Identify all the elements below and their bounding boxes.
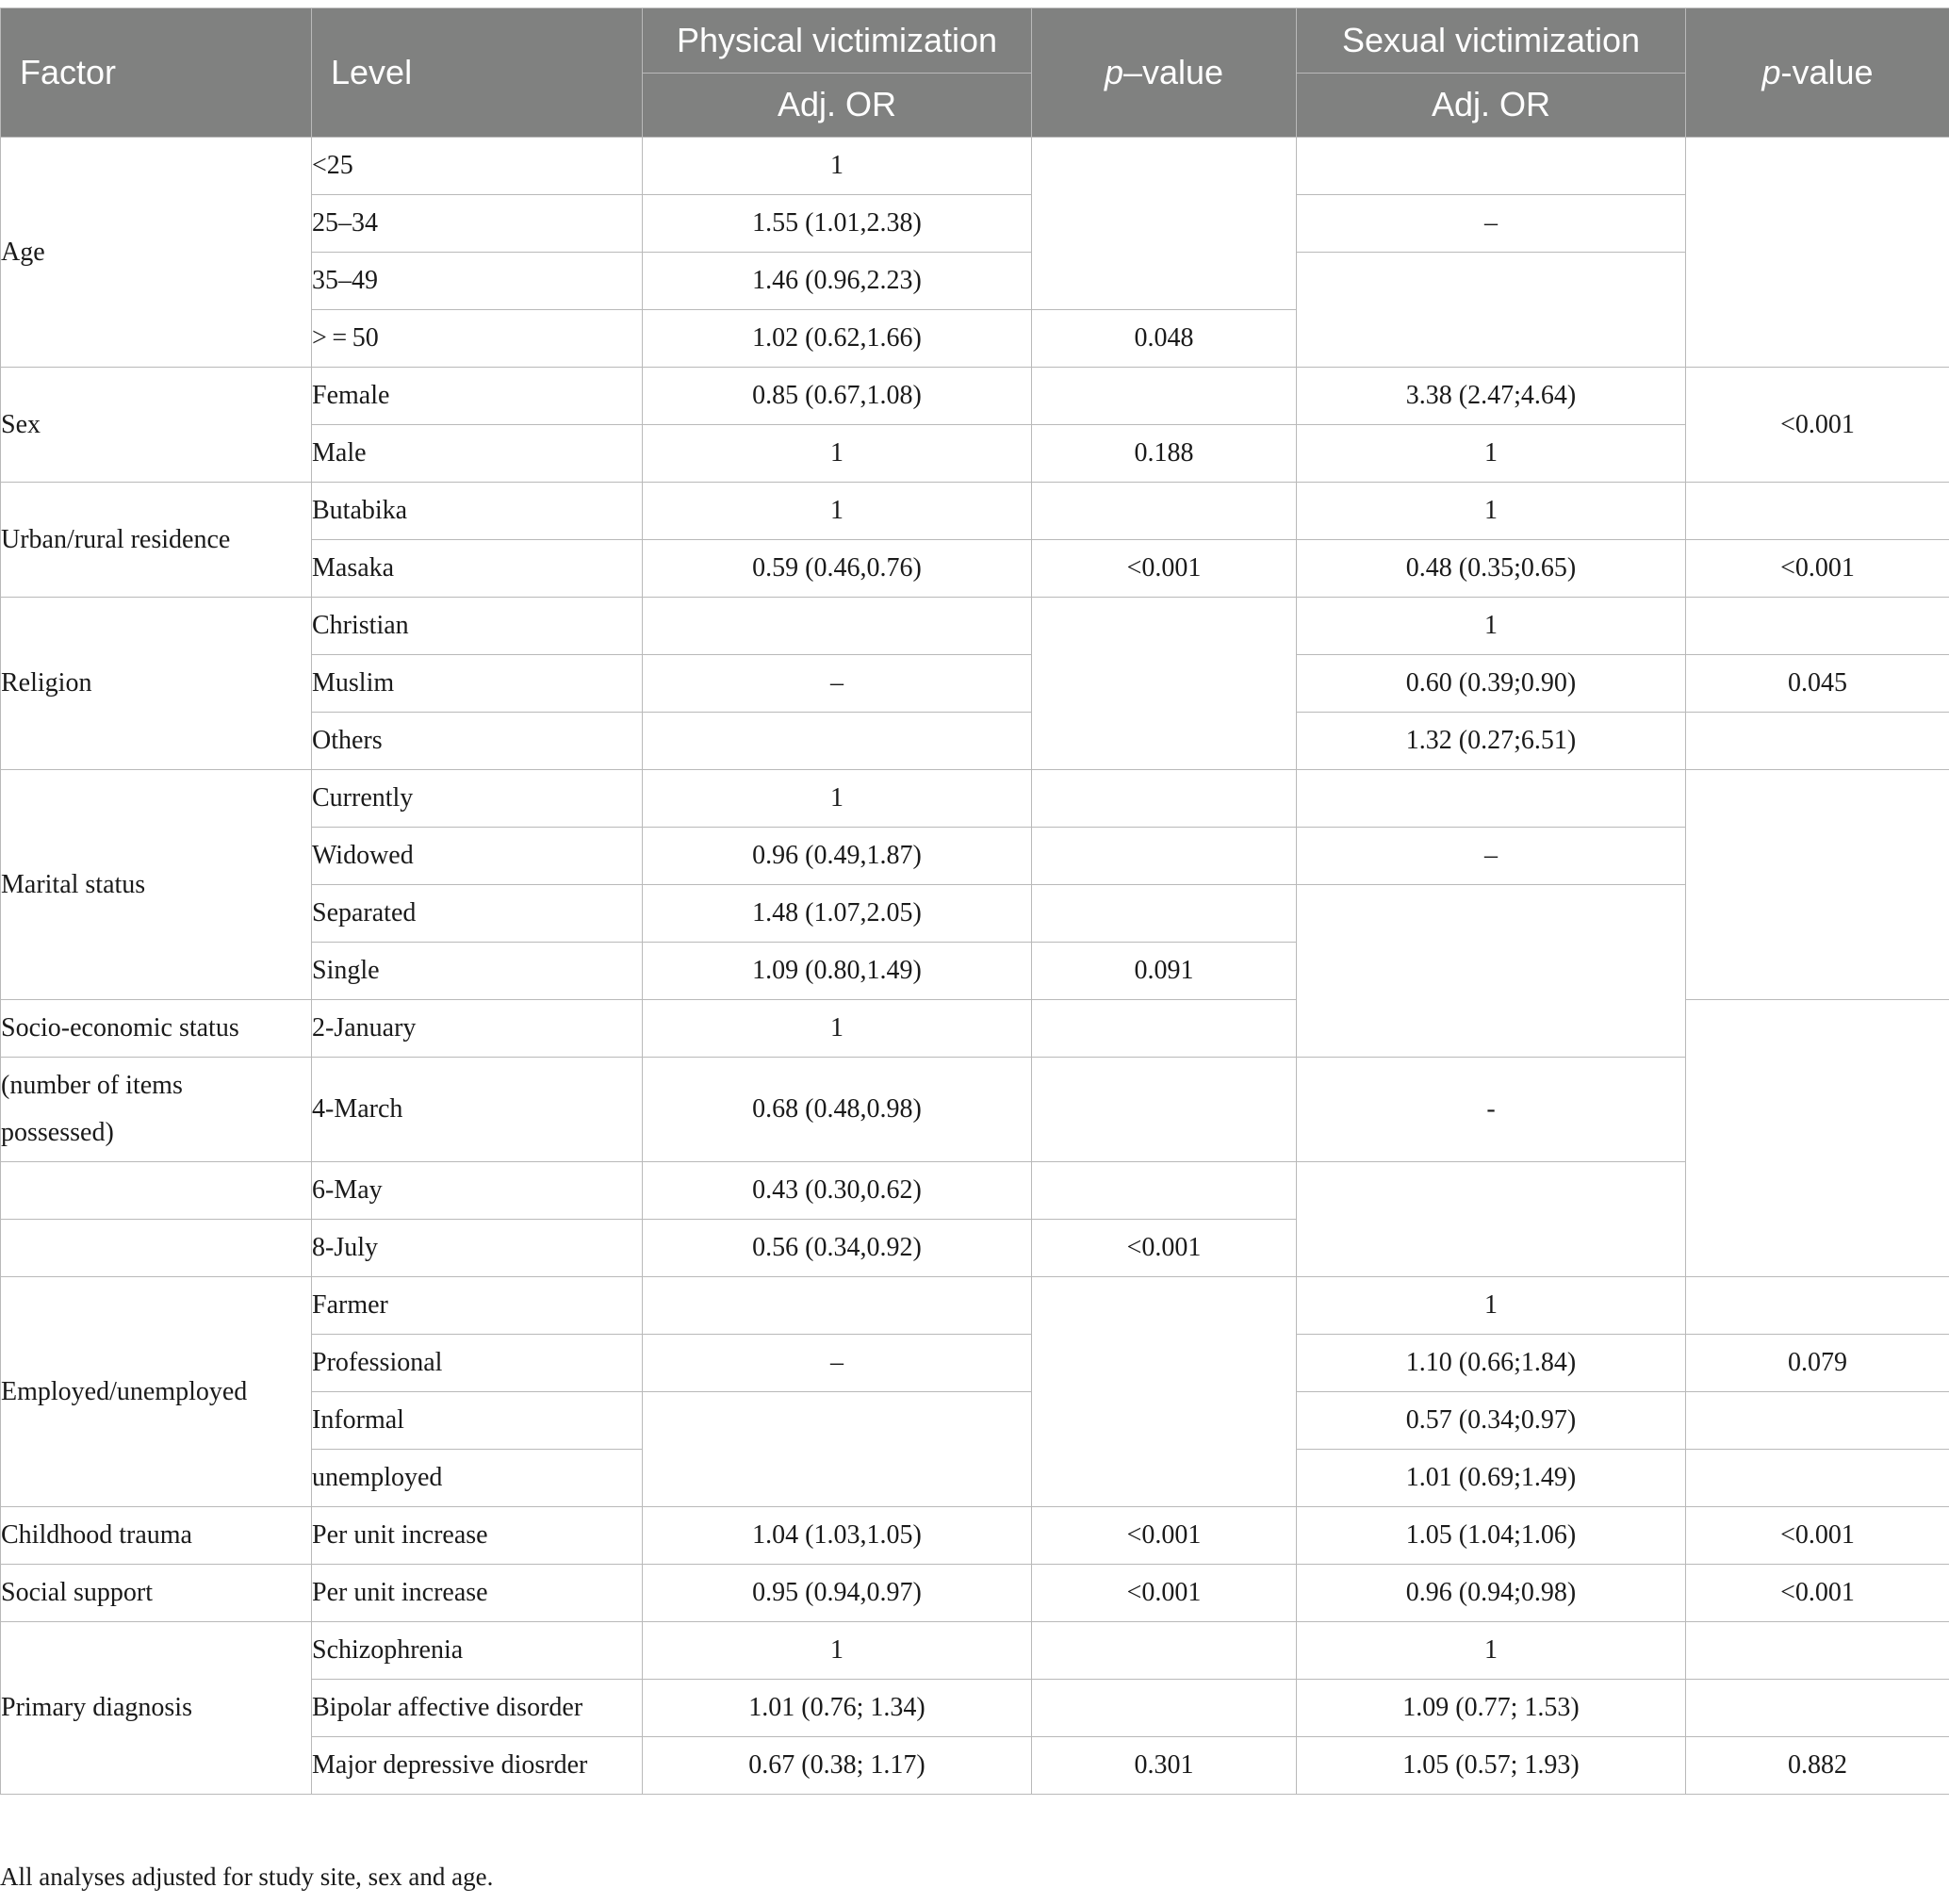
sexual-or: 1.32 (0.27;6.51) <box>1297 713 1686 770</box>
physical-or: 1.09 (0.80,1.49) <box>643 943 1032 1000</box>
factor-employment: Employed/unemployed <box>1 1277 312 1507</box>
header-adj-or-physical: Adj. OR <box>643 73 1032 138</box>
sexual-or: 0.57 (0.34;0.97) <box>1297 1392 1686 1450</box>
factor-diagnosis: Primary diagnosis <box>1 1622 312 1795</box>
sexual-p: 0.882 <box>1686 1737 1949 1795</box>
table-row <box>1 483 1949 540</box>
physical-or: – <box>643 655 1032 713</box>
level-cell: Female <box>312 368 643 425</box>
physical-p <box>1032 1680 1297 1737</box>
sexual-p <box>1686 138 1949 368</box>
sexual-p <box>1686 770 1949 1000</box>
sexual-or: 1.01 (0.69;1.49) <box>1297 1450 1686 1507</box>
physical-or: 0.43 (0.30,0.62) <box>643 1162 1032 1220</box>
factor-ses-note: (number of items possessed) <box>1 1058 312 1162</box>
level-cell: 35–49 <box>312 253 643 310</box>
sexual-p: 0.045 <box>1686 655 1949 713</box>
sexual-p <box>1686 1277 1949 1335</box>
level-cell: Farmer <box>312 1277 643 1335</box>
physical-or: 0.95 (0.94,0.97) <box>643 1565 1032 1622</box>
physical-p <box>1032 483 1297 540</box>
physical-or: 1 <box>643 1000 1032 1058</box>
sexual-p <box>1686 1680 1949 1737</box>
physical-p: <0.001 <box>1032 1507 1297 1565</box>
physical-p: 0.048 <box>1032 310 1297 368</box>
sexual-p <box>1686 713 1949 770</box>
physical-p: <0.001 <box>1032 1220 1297 1277</box>
sexual-or: 3.38 (2.47;4.64) <box>1297 368 1686 425</box>
level-cell: unemployed <box>312 1450 643 1507</box>
sexual-or: 0.48 (0.35;0.65) <box>1297 540 1686 598</box>
sexual-or: 1.05 (1.04;1.06) <box>1297 1507 1686 1565</box>
level-cell: Masaka <box>312 540 643 598</box>
physical-p <box>1032 1162 1297 1220</box>
header-pvalue-physical: p–value <box>1032 8 1297 138</box>
table-row <box>1 770 1949 828</box>
physical-p <box>1032 1277 1297 1507</box>
sexual-or: – <box>1297 828 1686 885</box>
physical-or: 1 <box>643 138 1032 195</box>
table-row <box>1 1565 1949 1622</box>
level-cell: 8-July <box>312 1220 643 1277</box>
physical-or <box>643 1392 1032 1507</box>
level-cell: 2-January <box>312 1000 643 1058</box>
sexual-or: 1.05 (0.57; 1.93) <box>1297 1737 1686 1795</box>
sexual-or <box>1297 885 1686 1058</box>
sexual-or <box>1297 138 1686 195</box>
table-row <box>1 1058 1949 1162</box>
table-row <box>1 1507 1949 1565</box>
results-table <box>0 8 1949 1795</box>
factor-empty <box>1 1162 312 1220</box>
factor-social: Social support <box>1 1565 312 1622</box>
level-cell: Informal <box>312 1392 643 1450</box>
physical-or <box>643 598 1032 655</box>
physical-p: <0.001 <box>1032 540 1297 598</box>
physical-p <box>1032 1058 1297 1162</box>
physical-p <box>1032 770 1297 828</box>
header-adj-or-sexual: Adj. OR <box>1297 73 1686 138</box>
physical-or: 1.04 (1.03,1.05) <box>643 1507 1032 1565</box>
table-row <box>1 138 1949 195</box>
physical-or: 1.55 (1.01,2.38) <box>643 195 1032 253</box>
physical-p <box>1032 368 1297 425</box>
physical-or: 1 <box>643 1622 1032 1680</box>
physical-or <box>643 1277 1032 1335</box>
header-pvalue-sexual: p-value <box>1686 8 1949 138</box>
level-cell: Major depressive diosrder <box>312 1737 643 1795</box>
physical-p <box>1032 1000 1297 1058</box>
physical-or: 0.67 (0.38; 1.17) <box>643 1737 1032 1795</box>
sexual-or: 1.10 (0.66;1.84) <box>1297 1335 1686 1392</box>
sexual-or: - <box>1297 1058 1686 1162</box>
factor-religion: Religion <box>1 598 312 770</box>
level-cell: Others <box>312 713 643 770</box>
physical-or: 0.96 (0.49,1.87) <box>643 828 1032 885</box>
factor-marital: Marital status <box>1 770 312 1000</box>
factor-childhood: Childhood trauma <box>1 1507 312 1565</box>
physical-p <box>1032 885 1297 943</box>
physical-or: 1.02 (0.62,1.66) <box>643 310 1032 368</box>
sexual-p <box>1686 1450 1949 1507</box>
header-factor: Factor <box>1 8 312 138</box>
sexual-p <box>1686 598 1949 655</box>
header-sexual: Sexual victimization <box>1297 8 1686 74</box>
sexual-or: 1 <box>1297 1622 1686 1680</box>
level-cell: Bipolar affective disorder <box>312 1680 643 1737</box>
sexual-or: 1.09 (0.77; 1.53) <box>1297 1680 1686 1737</box>
physical-p <box>1032 1622 1297 1680</box>
sexual-p: <0.001 <box>1686 540 1949 598</box>
level-cell: Widowed <box>312 828 643 885</box>
table-row <box>1 1162 1949 1220</box>
physical-p: 0.188 <box>1032 425 1297 483</box>
factor-ses: Socio-economic status <box>1 1000 312 1058</box>
level-cell: Christian <box>312 598 643 655</box>
physical-p: 0.091 <box>1032 943 1297 1000</box>
level-cell: Per unit increase <box>312 1507 643 1565</box>
sexual-or: 1 <box>1297 425 1686 483</box>
physical-or: 1 <box>643 770 1032 828</box>
sexual-or: 1 <box>1297 598 1686 655</box>
table-header <box>1 8 1949 138</box>
physical-p: <0.001 <box>1032 1565 1297 1622</box>
factor-empty <box>1 1220 312 1277</box>
sexual-p <box>1686 1000 1949 1277</box>
sexual-or <box>1297 770 1686 828</box>
sexual-p: <0.001 <box>1686 368 1949 483</box>
sexual-or: 1 <box>1297 483 1686 540</box>
level-cell: <25 <box>312 138 643 195</box>
sexual-or: 0.96 (0.94;0.98) <box>1297 1565 1686 1622</box>
sexual-or: – <box>1297 195 1686 253</box>
physical-p: 0.301 <box>1032 1737 1297 1795</box>
sexual-or <box>1297 253 1686 368</box>
physical-or: 1 <box>643 425 1032 483</box>
header-level: Level <box>312 8 643 138</box>
header-physical: Physical victimization <box>643 8 1032 74</box>
table-row <box>1 368 1949 425</box>
physical-p <box>1032 138 1297 310</box>
table-footnote: All analyses adjusted for study site, sex and age. <box>0 1863 494 1891</box>
physical-p <box>1032 598 1297 770</box>
physical-or: – <box>643 1335 1032 1392</box>
physical-or: 1.46 (0.96,2.23) <box>643 253 1032 310</box>
physical-or <box>643 713 1032 770</box>
level-cell: Male <box>312 425 643 483</box>
level-cell: Separated <box>312 885 643 943</box>
level-cell: Per unit increase <box>312 1565 643 1622</box>
level-cell: 25–34 <box>312 195 643 253</box>
sexual-p: <0.001 <box>1686 1565 1949 1622</box>
sexual-or: 0.60 (0.39;0.90) <box>1297 655 1686 713</box>
factor-sex: Sex <box>1 368 312 483</box>
sexual-p: 0.079 <box>1686 1335 1949 1392</box>
level-cell: Muslim <box>312 655 643 713</box>
sexual-p: <0.001 <box>1686 1507 1949 1565</box>
factor-residence: Urban/rural residence <box>1 483 312 598</box>
physical-p <box>1032 828 1297 885</box>
sexual-p <box>1686 1392 1949 1450</box>
physical-or: 1 <box>643 483 1032 540</box>
physical-or: 0.59 (0.46,0.76) <box>643 540 1032 598</box>
factor-age: Age <box>1 138 312 368</box>
sexual-p <box>1686 483 1949 540</box>
physical-or: 1.48 (1.07,2.05) <box>643 885 1032 943</box>
sexual-or <box>1297 1162 1686 1277</box>
level-cell: Professional <box>312 1335 643 1392</box>
level-cell: > = 50 <box>312 310 643 368</box>
physical-or: 0.56 (0.34,0.92) <box>643 1220 1032 1277</box>
level-cell: Single <box>312 943 643 1000</box>
level-cell: Butabika <box>312 483 643 540</box>
table-row <box>1 598 1949 655</box>
table-row <box>1 1622 1949 1680</box>
level-cell: 6-May <box>312 1162 643 1220</box>
sexual-p <box>1686 1622 1949 1680</box>
sexual-or: 1 <box>1297 1277 1686 1335</box>
physical-or: 0.68 (0.48,0.98) <box>643 1058 1032 1162</box>
level-cell: Currently <box>312 770 643 828</box>
level-cell: Schizophrenia <box>312 1622 643 1680</box>
physical-or: 0.85 (0.67,1.08) <box>643 368 1032 425</box>
level-cell: 4-March <box>312 1058 643 1162</box>
table-row <box>1 1277 1949 1335</box>
physical-or: 1.01 (0.76; 1.34) <box>643 1680 1032 1737</box>
